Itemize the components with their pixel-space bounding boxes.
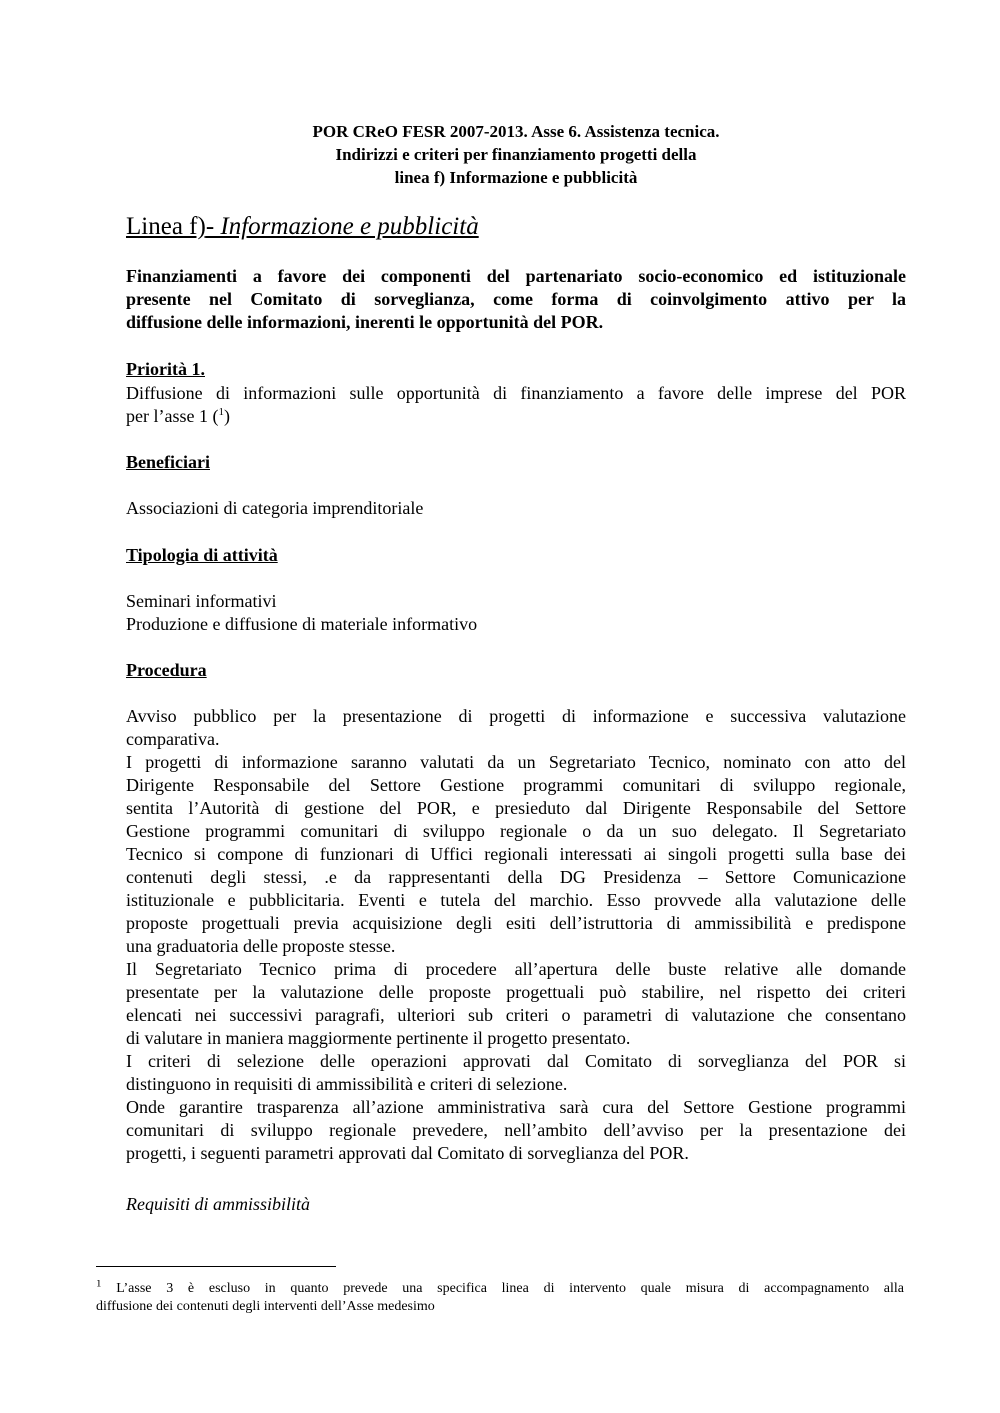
procedura-line: proposte progettuali previa acquisizione degli esiti dell’istruttoria di ammissibilità e predispone bbox=[126, 913, 906, 933]
beneficiari-text: Associazioni di categoria imprenditoriale bbox=[126, 498, 424, 518]
title-line: Indirizzi e criteri per finanziamento progetti della bbox=[335, 145, 697, 164]
beneficiari-heading: Beneficiari bbox=[126, 452, 210, 472]
title-line: linea f) Informazione e pubblicità bbox=[394, 168, 638, 187]
procedura-line: distinguono in requisiti di ammissibilità e criteri di selezione. bbox=[126, 1074, 568, 1094]
section-heading bbox=[126, 212, 479, 242]
procedura-line: progetti, i seguenti parametri approvati dal Comitato di sorveglianza del POR. bbox=[126, 1143, 689, 1163]
procedura-line: Tecnico si compone di funzionari di Uffici regionali interessati ai singoli progetti sulla base dei bbox=[126, 844, 906, 864]
tipologia-heading: Tipologia di attività bbox=[126, 545, 278, 565]
procedura-line: Onde garantire trasparenza all’azione amministrativa sarà cura del Settore Gestione programmi bbox=[126, 1097, 906, 1117]
procedura-line: Gestione programmi comunitari di sviluppo regionale o da un suo delegato. Il Segretariato bbox=[126, 821, 906, 841]
document-title bbox=[126, 120, 906, 189]
priorita-line: Diffusione di informazioni sulle opportunità di finanziamento a favore delle imprese del POR bbox=[126, 383, 906, 403]
procedura-line: contenuti degli stessi, .e da rappresentanti della DG Presidenza – Settore Comunicazione bbox=[126, 867, 906, 887]
footnote-line: diffusione dei contenuti degli interventi dell’Asse medesimo bbox=[96, 1299, 435, 1314]
procedura-line: Dirigente Responsabile del Settore Gestione programmi comunitari di sviluppo regionale, bbox=[126, 775, 906, 795]
requisiti-label: Requisiti di ammissibilità bbox=[126, 1194, 311, 1214]
priorita-heading: Priorità 1. bbox=[126, 359, 205, 379]
procedura-line: I criteri di selezione delle operazioni approvati dal Comitato di sorveglianza del POR si bbox=[126, 1051, 906, 1071]
tipologia-item: Produzione e diffusione di materiale informativo bbox=[126, 614, 478, 634]
footnote-text: L’asse 3 è escluso in quanto prevede una specifica linea di intervento quale misura di accompagnamento alla bbox=[116, 1281, 904, 1296]
priorita-line-text: per l’asse 1 ( bbox=[126, 406, 219, 426]
intro-line: Finanziamenti a favore dei componenti del partenariato socio-economico ed istituzionale bbox=[126, 266, 906, 286]
procedura-line: comunitari di sviluppo regionale prevedere, nell’ambito dell’avviso per la presentazione dei bbox=[126, 1120, 906, 1140]
priorita-line bbox=[126, 405, 906, 428]
priorita-text bbox=[126, 382, 906, 428]
priorita-line-close: ) bbox=[223, 406, 230, 426]
intro-paragraph bbox=[126, 265, 906, 334]
footnote-reference: 1 bbox=[218, 406, 224, 418]
procedura-line: di valutare in maniera maggiormente pertinente il progetto presentato. bbox=[126, 1028, 631, 1048]
procedura-text bbox=[126, 705, 906, 1165]
procedura-line: comparativa. bbox=[126, 729, 220, 749]
title-line: POR CReO FESR 2007-2013. Asse 6. Assistenza tecnica. bbox=[312, 122, 720, 141]
footnote-line bbox=[96, 1280, 904, 1298]
footnote bbox=[96, 1280, 904, 1316]
section-heading-prefix: Linea f) bbox=[126, 213, 206, 240]
procedura-line: I progetti di informazione saranno valutati da un Segretariato Tecnico, nominato con atto del bbox=[126, 752, 906, 772]
procedura-line: istituzionale e pubblicitaria. Eventi e tutela del marchio. Esso provvede alla valutazione delle bbox=[126, 890, 906, 910]
footnote-separator bbox=[96, 1266, 336, 1267]
tipologia-item: Seminari informativi bbox=[126, 591, 277, 611]
procedura-line: elencati nei successivi paragrafi, ulteriori sub criteri o parametri di valutazione che consentano bbox=[126, 1005, 906, 1025]
procedura-line: sentita l’Autorità di gestione del POR, e presieduto dal Dirigente Responsabile del Settore bbox=[126, 798, 906, 818]
tipologia-list bbox=[126, 590, 906, 636]
procedura-heading: Procedura bbox=[126, 660, 207, 680]
procedura-line: una graduatoria delle proposte stesse. bbox=[126, 936, 396, 956]
section-heading-title: - Informazione e pubblicità bbox=[205, 213, 479, 240]
intro-line: diffusione delle informazioni, inerenti le opportunità del POR. bbox=[126, 312, 604, 332]
footnote-number: 1 bbox=[96, 1280, 102, 1290]
procedura-line: presentate per la valutazione delle proposte progettuali può stabilire, nel rispetto dei criteri bbox=[126, 982, 906, 1002]
procedura-line: Avviso pubblico per la presentazione di progetti di informazione e successiva valutazione bbox=[126, 706, 906, 726]
intro-line: presente nel Comitato di sorveglianza, come forma di coinvolgimento attivo per la bbox=[126, 289, 906, 309]
procedura-line: Il Segretariato Tecnico prima di procedere all’apertura delle buste relative alle domande bbox=[126, 959, 906, 979]
